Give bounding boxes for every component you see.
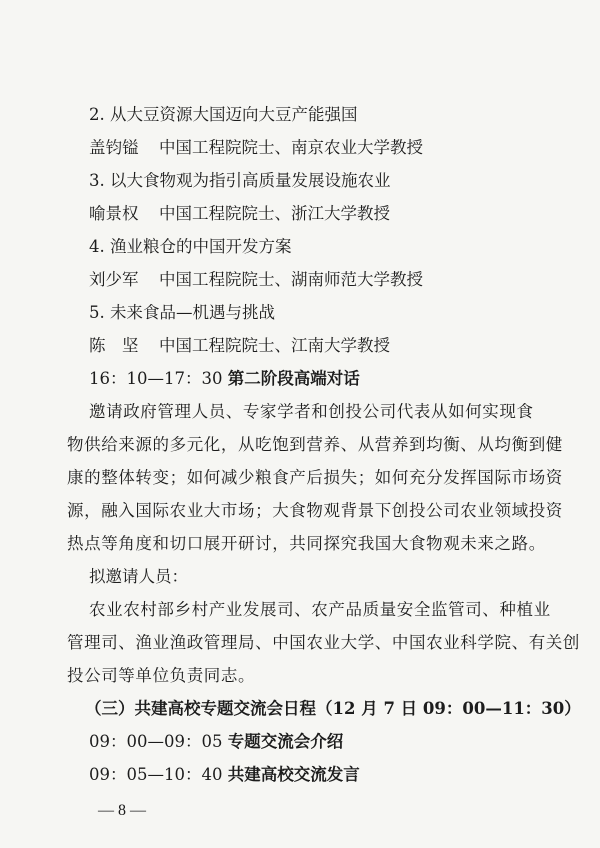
invite-label: 拟邀请人员： [89,567,188,586]
speaker-line [89,269,423,291]
speaker-name: 陈 坚 [89,336,139,355]
speaker-name: 喻景权 [89,204,139,223]
schedule-title: 共建高校交流发言 [227,765,360,784]
talk-title: 2. 从大豆资源大国迈向大豆产能强国 [89,105,358,124]
paragraph-line: 康的整体转变；如何减少粮食产后损失；如何充分发挥国际市场资 [67,468,563,487]
invite-line: 管理司、渔业渔政管理局、中国农业大学、中国农业科学院、有关创 [67,633,580,652]
speaker-line [89,137,423,159]
schedule-time: 09：05—10：40 [89,765,223,784]
speaker-line [89,335,390,357]
schedule-item [89,764,360,786]
invite-line: 农业农村部乡村产业发展司、农产品质量安全监管司、种植业 [89,600,551,619]
paragraph-line: 物供给来源的多元化，从吃饱到营养、从营养到均衡、从均衡到健 [67,435,563,454]
talk-title: 5. 未来食品—机遇与挑战 [89,303,275,322]
speaker-affiliation: 中国工程院院士、江南大学教授 [159,336,390,355]
paragraph-line: 源，融入国际农业大市场；大食物观背景下创投公司农业领域投资 [67,501,563,520]
stage2-title: 第二阶段高端对话 [227,369,360,388]
talk-title: 3. 以大食物观为指引高质量发展设施农业 [89,171,391,190]
paragraph-line: 热点等角度和切口展开研讨，共同探究我国大食物观未来之路。 [67,534,546,553]
stage2-time: 16：10—17：30 [89,369,223,388]
speaker-name: 盖钧镒 [89,138,139,157]
paragraph-line: 邀请政府管理人员、专家学者和创投公司代表从如何实现食 [89,402,534,421]
stage2-heading [89,368,360,390]
speaker-line [89,203,390,225]
invite-line: 投公司等单位负责同志。 [67,666,256,685]
schedule-item [89,731,343,753]
speaker-affiliation: 中国工程院院士、湖南师范大学教授 [159,270,423,289]
page-number: — 8 — [98,802,146,819]
talk-title: 4. 渔业粮仓的中国开发方案 [89,237,292,256]
schedule-title: 专题交流会介绍 [227,732,344,751]
speaker-affiliation: 中国工程院院士、南京农业大学教授 [159,138,423,157]
schedule-time: 09：00—09：05 [89,732,223,751]
speaker-name: 刘少军 [89,270,139,289]
section3-heading: （三）共建高校专题交流会日程（12 月 7 日 09：00—11：30） [85,699,581,718]
speaker-affiliation: 中国工程院院士、浙江大学教授 [159,204,390,223]
